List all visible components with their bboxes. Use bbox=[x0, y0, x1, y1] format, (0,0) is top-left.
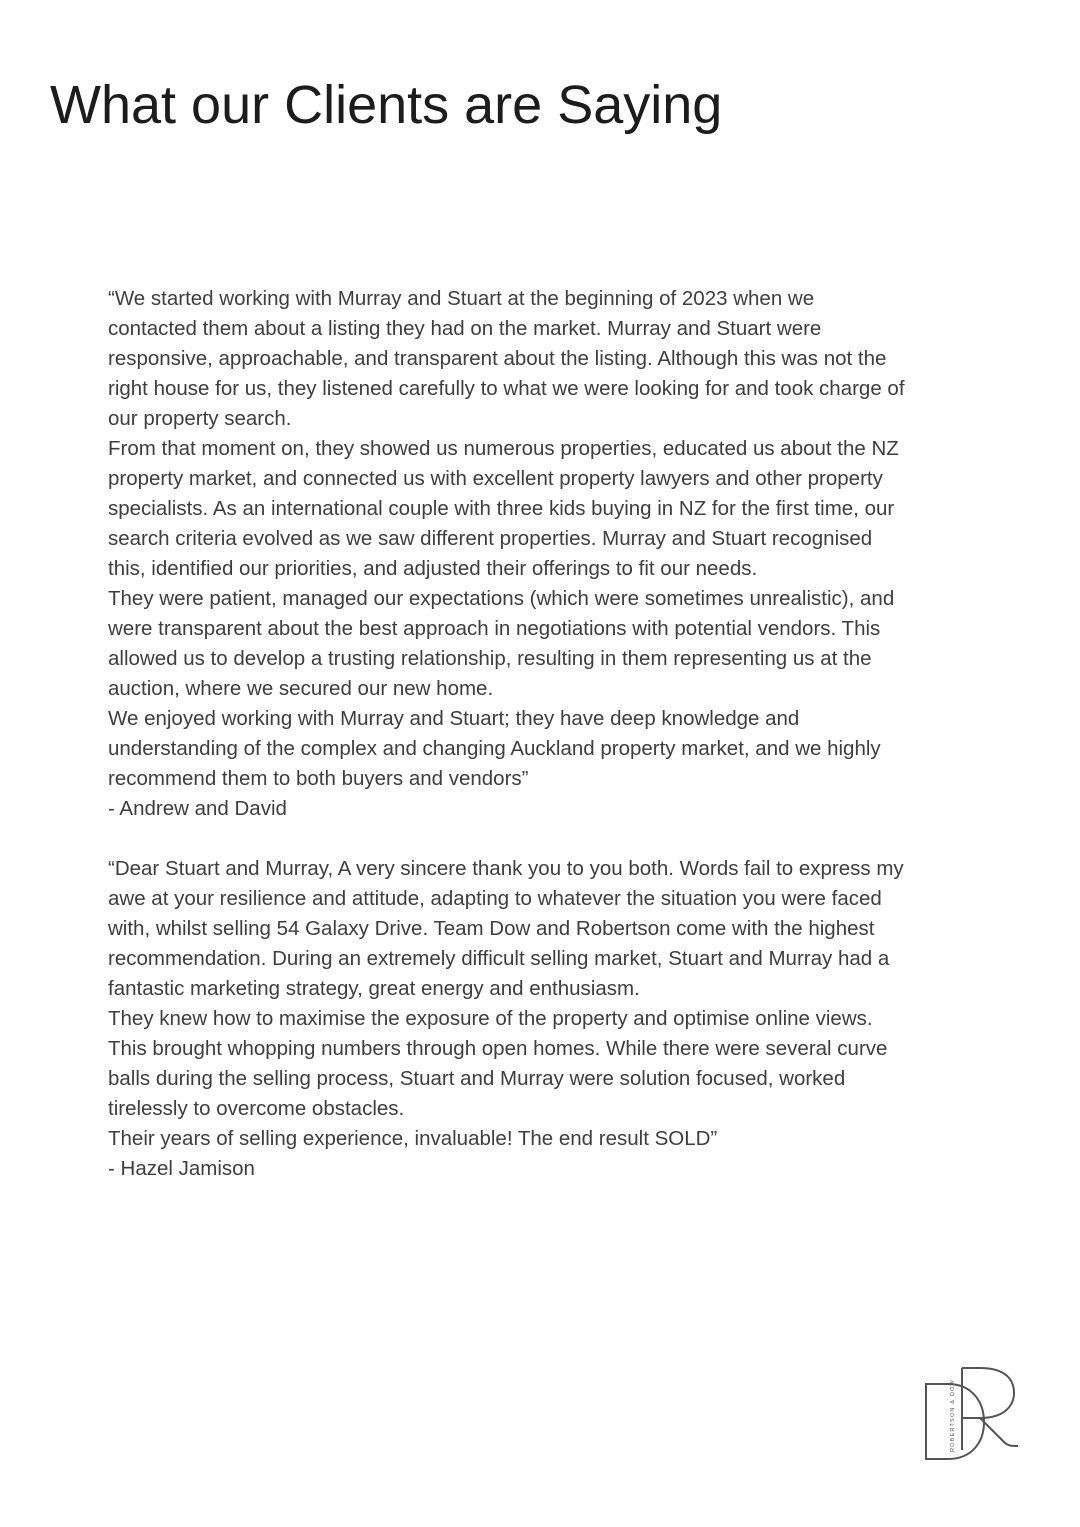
dr-monogram-icon bbox=[920, 1362, 1024, 1466]
page-title: What our Clients are Saying bbox=[50, 75, 723, 135]
testimonial-paragraph: They knew how to maximise the exposure of the property and optimise online views. This brought whopping numbers through open homes. While there were several curve balls during the selling process, Stuart and Murray were solution focused, worked tirelessly to overcome obstacles. bbox=[108, 1007, 888, 1120]
testimonial-andrew-david bbox=[108, 284, 908, 824]
testimonial-paragraph: They were patient, managed our expectations (which were sometimes unrealistic), and were transparent about the best approach in negotiations with potential vendors. This allowed us to develop a trusting relationship, resulting in them representing us at the auction, where we secured our new home. bbox=[108, 587, 895, 700]
testimonial-paragraph: We enjoyed working with Murray and Stuart; they have deep knowledge and understanding of the complex and changing Auckland property market, and we highly recommend them to both buyers and vendors” bbox=[108, 707, 881, 790]
robertson-dow-logo bbox=[920, 1362, 1024, 1466]
testimonials-section bbox=[108, 284, 908, 1214]
testimonial-paragraph: From that moment on, they showed us numerous properties, educated us about the NZ property market, and connected us with excellent property lawyers and other property specialists. As an international couple with three kids buying in NZ for the first time, our search criteria evolved as we saw different properties. Murray and Stuart recognised this, identified our priorities, and adjusted their offerings to fit our needs. bbox=[108, 437, 899, 580]
testimonial-paragraph: Their years of selling experience, invaluable! The end result SOLD” bbox=[108, 1127, 718, 1150]
testimonial-author: - Andrew and David bbox=[108, 797, 287, 820]
testimonial-paragraph: “Dear Stuart and Murray, A very sincere thank you to you both. Words fail to express my awe at your resilience and attitude, adapting to whatever the situation you were faced with, whilst selling 54 Galaxy Drive. Team Dow and Robertson come with the highest recommendation. During an extremely difficult selling market, Stuart and Murray had a fantastic marketing strategy, great energy and enthusiasm. bbox=[108, 857, 904, 1000]
logo-tagline: ROBERTSON & DOW bbox=[950, 1379, 956, 1452]
testimonial-paragraph: “We started working with Murray and Stuart at the beginning of 2023 when we contacted them about a listing they had on the market. Murray and Stuart were responsive, approachable, and transparent about the listing. Although this was not the right house for us, they listened carefully to what we were looking for and took charge of our property search. bbox=[108, 287, 905, 430]
testimonial-hazel-jamison bbox=[108, 854, 908, 1184]
testimonial-author: - Hazel Jamison bbox=[108, 1157, 255, 1180]
